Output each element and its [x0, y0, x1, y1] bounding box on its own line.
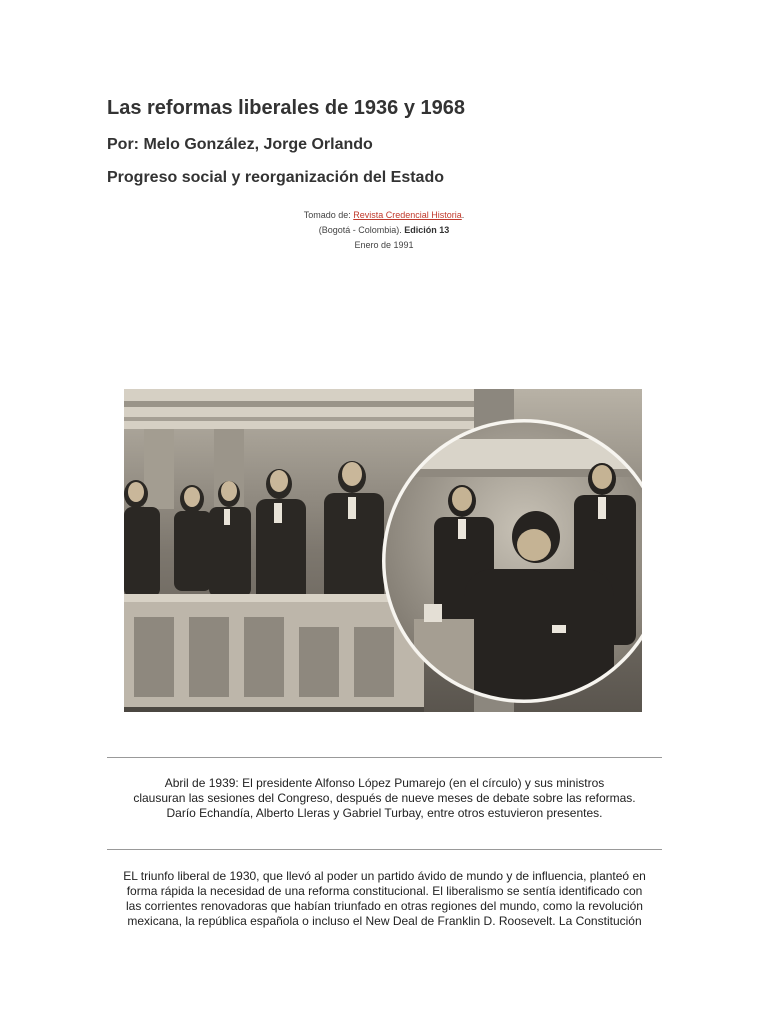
body-line: EL triunfo liberal de 1930, que llevó al poder un partido ávido de mundo y de influencia, planteó en	[123, 869, 646, 883]
source-prefix: Tomado de:	[303, 210, 354, 220]
caption-line: Darío Echandía, Alberto Lleras y Gabriel Turbay, entre otros estuvieron presentes.	[166, 806, 603, 820]
caption-line: Abril de 1939: El presidente Alfonso López Pumarejo (en el círculo) y sus ministros	[164, 776, 605, 790]
photo-illustration	[124, 389, 642, 712]
historical-photo	[124, 389, 642, 712]
source-link-suffix: .	[461, 210, 465, 220]
caption-line: clausuran las sesiones del Congreso, después de nueve meses de debate sobre las reformas.	[133, 791, 636, 805]
source-date: Enero de 1991	[354, 240, 414, 250]
source-line-1	[0, 208, 768, 223]
article-author: Por: Melo González, Jorge Orlando	[107, 136, 373, 153]
body-line: las corrientes renovadoras que habían triunfado en otras regiones del mundo, como la revolución	[126, 899, 643, 913]
article-subtitle: Progreso social y reorganización del Estado	[107, 169, 444, 186]
source-place: (Bogotá - Colombia).	[318, 225, 405, 235]
source-line-2	[0, 223, 768, 238]
divider-bottom	[107, 849, 662, 850]
source-link[interactable]: Revista Credencial Historia	[353, 210, 462, 220]
body-line: forma rápida la necesidad de una reforma constitucional. El liberalismo se sentía identificado con	[126, 884, 643, 898]
divider-top	[107, 757, 662, 758]
article-body	[107, 869, 662, 929]
body-line: mexicana, la república española o incluso el New Deal de Franklin D. Roosevelt. La Constitución	[127, 914, 642, 928]
article-title: Las reformas liberales de 1936 y 1968	[107, 97, 466, 119]
source-block	[0, 208, 768, 253]
photo-caption	[107, 776, 662, 821]
source-edition: Edición 13	[404, 225, 450, 235]
